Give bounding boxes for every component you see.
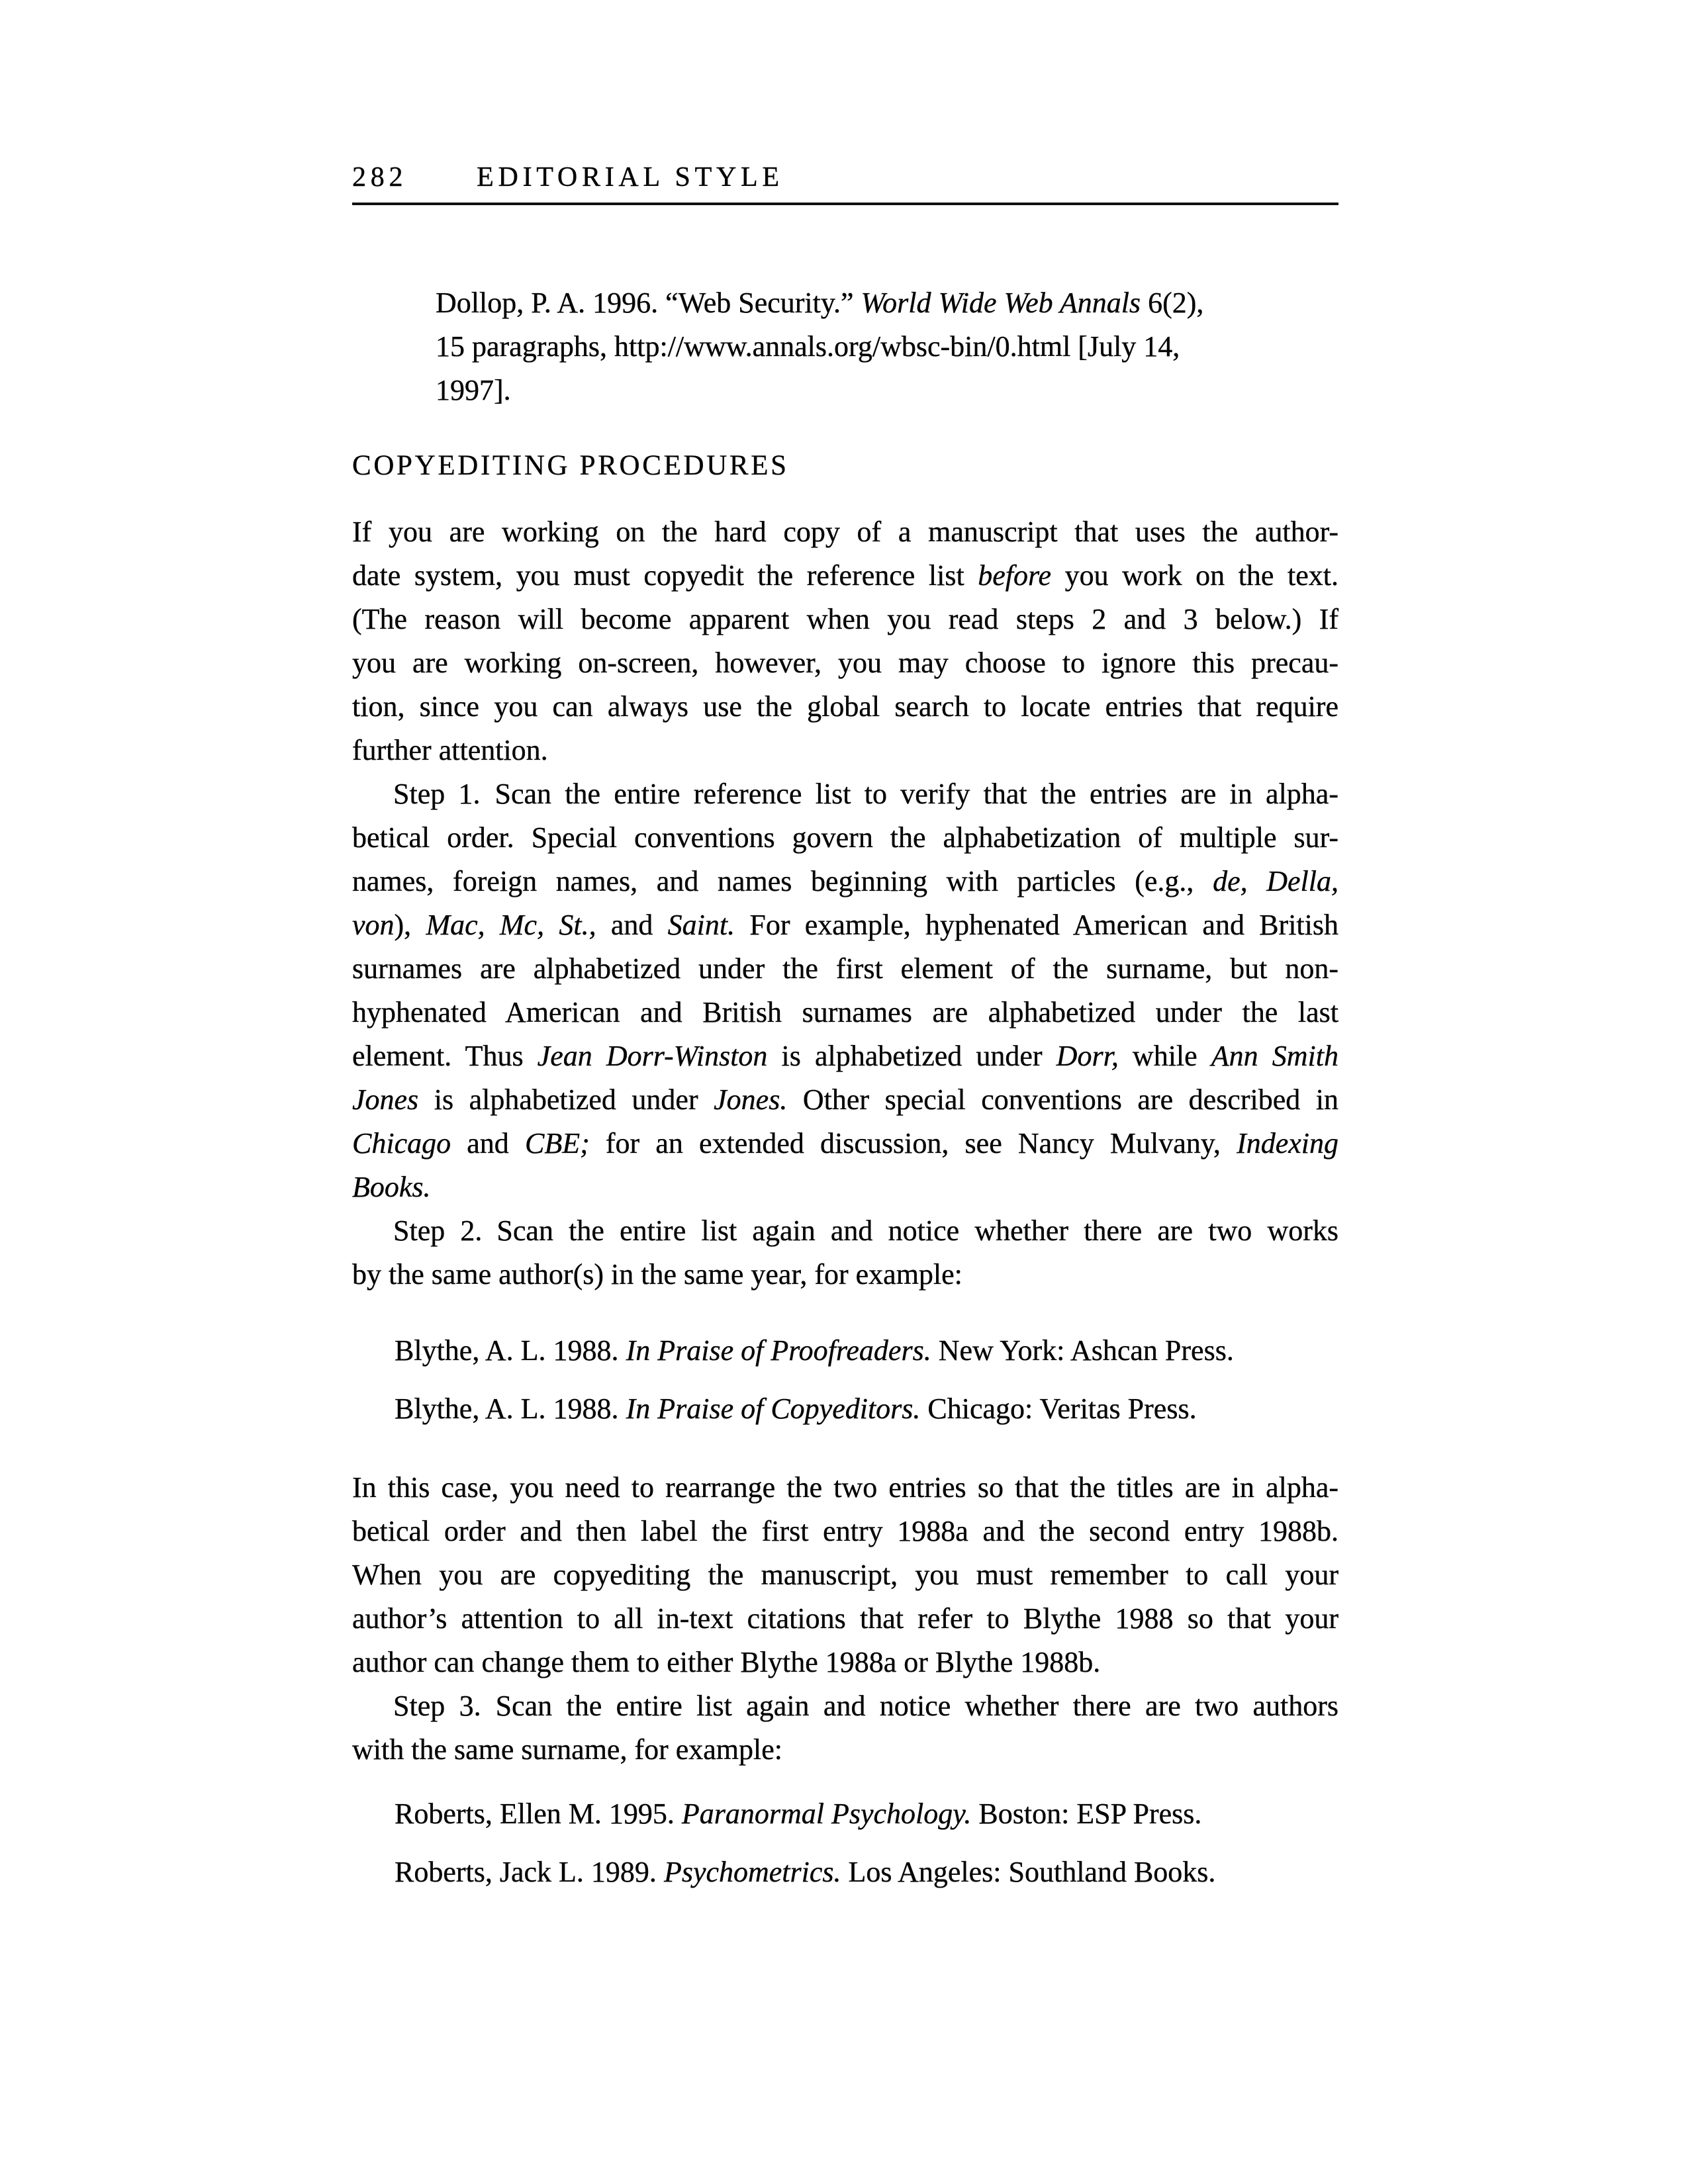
text-line [352,1728,1338,1772]
text-line [352,947,1338,991]
text-run: tion, since you can always use the global search to locate entries that require [352,690,1338,723]
page-content [352,281,1338,1894]
text-line [352,1466,1338,1510]
text-run: is alphabetized under [418,1083,714,1116]
italic-text: Books. [352,1171,431,1203]
italic-text: Ann Smith [1211,1040,1338,1072]
text-run: by the same author(s) in the same year, for example: [352,1258,962,1291]
text-run: Step 1. Scan the entire reference list to verify that the entries are in alpha- [393,778,1338,810]
italic-text: Indexing [1237,1127,1339,1160]
italic-text: Jones [352,1083,419,1116]
text-line [352,1209,1338,1253]
text-run: is alphabetized under [767,1040,1056,1072]
text-line [352,729,1338,772]
text-run: When you are copyediting the manuscript, you must remember to call your [352,1559,1338,1591]
italic-text: Psychometrics. [663,1856,841,1888]
text-line [352,816,1338,860]
text-line [352,685,1338,729]
italic-text: Chicago [352,1127,451,1160]
text-line [352,554,1338,598]
italic-text: In Praise of Copyeditors. [626,1392,921,1425]
paragraph-step-2 [352,1209,1338,1297]
text-run: (The reason will become apparent when you read steps 2 and 3 below.) If [352,603,1338,635]
text-run: If you are working on the hard copy of a manuscript that uses the author- [352,516,1338,548]
italic-text: Jones. [714,1083,788,1116]
italic-text: Jean Dorr-Winston [537,1040,768,1072]
text-column [352,161,1338,1894]
reference-entry-dollop [436,281,1338,412]
text-run: Los Angeles: Southland Books. [841,1856,1216,1888]
text-run: Step 3. Scan the entire list again and notice whether there are two authors [393,1690,1338,1722]
paragraph-step-1 [352,772,1338,1209]
text-line [395,1329,1338,1373]
italic-text: In Praise of Proofreaders. [626,1334,931,1367]
text-line [352,641,1338,685]
text-run: Dollop, P. A. 1996. “Web Security.” [436,287,861,319]
text-run: betical order and then label the first entry 1988a and the second entry 1988b. [352,1515,1338,1547]
italic-text: Dorr, [1056,1040,1119,1072]
italic-text: before [978,559,1052,592]
text-line [436,281,1338,325]
text-line [395,1850,1338,1894]
text-line [352,1253,1338,1297]
text-run: for an extended discussion, see Nancy Mulvany, [589,1127,1237,1160]
text-run: while [1118,1040,1211,1072]
italic-text: de, Della, [1213,865,1338,897]
text-run: betical order. Special conventions govern the alphabetization of multiple sur- [352,821,1338,854]
text-run: further attention. [352,734,548,766]
italic-text: Mac, Mc, St., [426,909,596,941]
example-entry-blythe-proofreaders [395,1329,1338,1373]
text-run: For example, hyphenated American and British [735,909,1339,941]
example-entry-blythe-copyeditors [395,1387,1338,1431]
text-run: author’s attention to all in-text citations that refer to Blythe 1988 so that your [352,1602,1338,1635]
text-line [436,369,1338,412]
text-line [352,860,1338,903]
text-run: Chicago: Veritas Press. [920,1392,1197,1425]
italic-text: World Wide Web Annals [861,287,1141,319]
running-head: EDITORIAL STYLE [477,162,784,193]
page-number: 282 [352,162,408,193]
text-line [395,1792,1338,1836]
text-line [436,325,1338,369]
text-line [352,991,1338,1034]
text-run: you are working on-screen, however, you may choose to ignore this precau- [352,647,1338,679]
text-line [352,1078,1338,1122]
text-run: 6(2), [1141,287,1204,319]
text-run: Blythe, A. L. 1988. [395,1392,626,1425]
text-line [352,1122,1338,1165]
text-run: surnames are alphabetized under the first element of the surname, but non- [352,952,1338,985]
text-run: Step 2. Scan the entire list again and notice whether there are two works [393,1214,1338,1247]
text-line [352,1597,1338,1641]
text-run: Roberts, Jack L. 1989. [395,1856,664,1888]
text-run: and [596,909,668,941]
text-run: you work on the text. [1051,559,1338,592]
text-run: In this case, you need to rearrange the two entries so that the titles are in alpha- [352,1471,1338,1504]
text-line [352,1553,1338,1597]
example-entry-roberts-ellen [395,1792,1338,1836]
text-run: Blythe, A. L. 1988. [395,1334,626,1367]
text-run: ), [394,909,426,941]
text-line [352,510,1338,554]
text-run: hyphenated American and British surnames are alphabetized under the last [352,996,1338,1028]
text-run: and [451,1127,525,1160]
text-line [352,598,1338,641]
text-run: 1997]. [436,374,511,406]
text-run: 15 paragraphs, http://www.annals.org/wbsc-bin/0.html [July 14, [436,330,1180,363]
paragraph-intro [352,510,1338,772]
text-line [352,1034,1338,1078]
text-run: Roberts, Ellen M. 1995. [395,1797,682,1830]
italic-text: Saint. [667,909,735,941]
text-run: Boston: ESP Press. [971,1797,1202,1830]
paragraph-step-3 [352,1684,1338,1772]
italic-text: CBE; [524,1127,590,1160]
text-line [352,1641,1338,1684]
text-line [352,1165,1338,1209]
text-run: New York: Ashcan Press. [931,1334,1234,1367]
running-header [352,161,1338,205]
text-line [395,1387,1338,1431]
example-entry-roberts-jack [395,1850,1338,1894]
text-run: author can change them to either Blythe 1988a or Blythe 1988b. [352,1646,1101,1678]
text-line [352,1510,1338,1553]
text-line [352,903,1338,947]
text-line [352,1684,1338,1728]
text-run: Other special conventions are described in [787,1083,1338,1116]
section-heading-copyediting-procedures: COPYEDITING PROCEDURES [352,450,789,481]
text-run: names, foreign names, and names beginning with particles (e.g., [352,865,1213,897]
italic-text: Paranormal Psychology. [681,1797,972,1830]
italic-text: von [352,909,395,941]
text-run: with the same surname, for example: [352,1733,783,1766]
text-run: date system, you must copyedit the reference list [352,559,978,592]
paragraph-in-this-case [352,1466,1338,1684]
text-line [352,772,1338,816]
text-run: element. Thus [352,1040,538,1072]
